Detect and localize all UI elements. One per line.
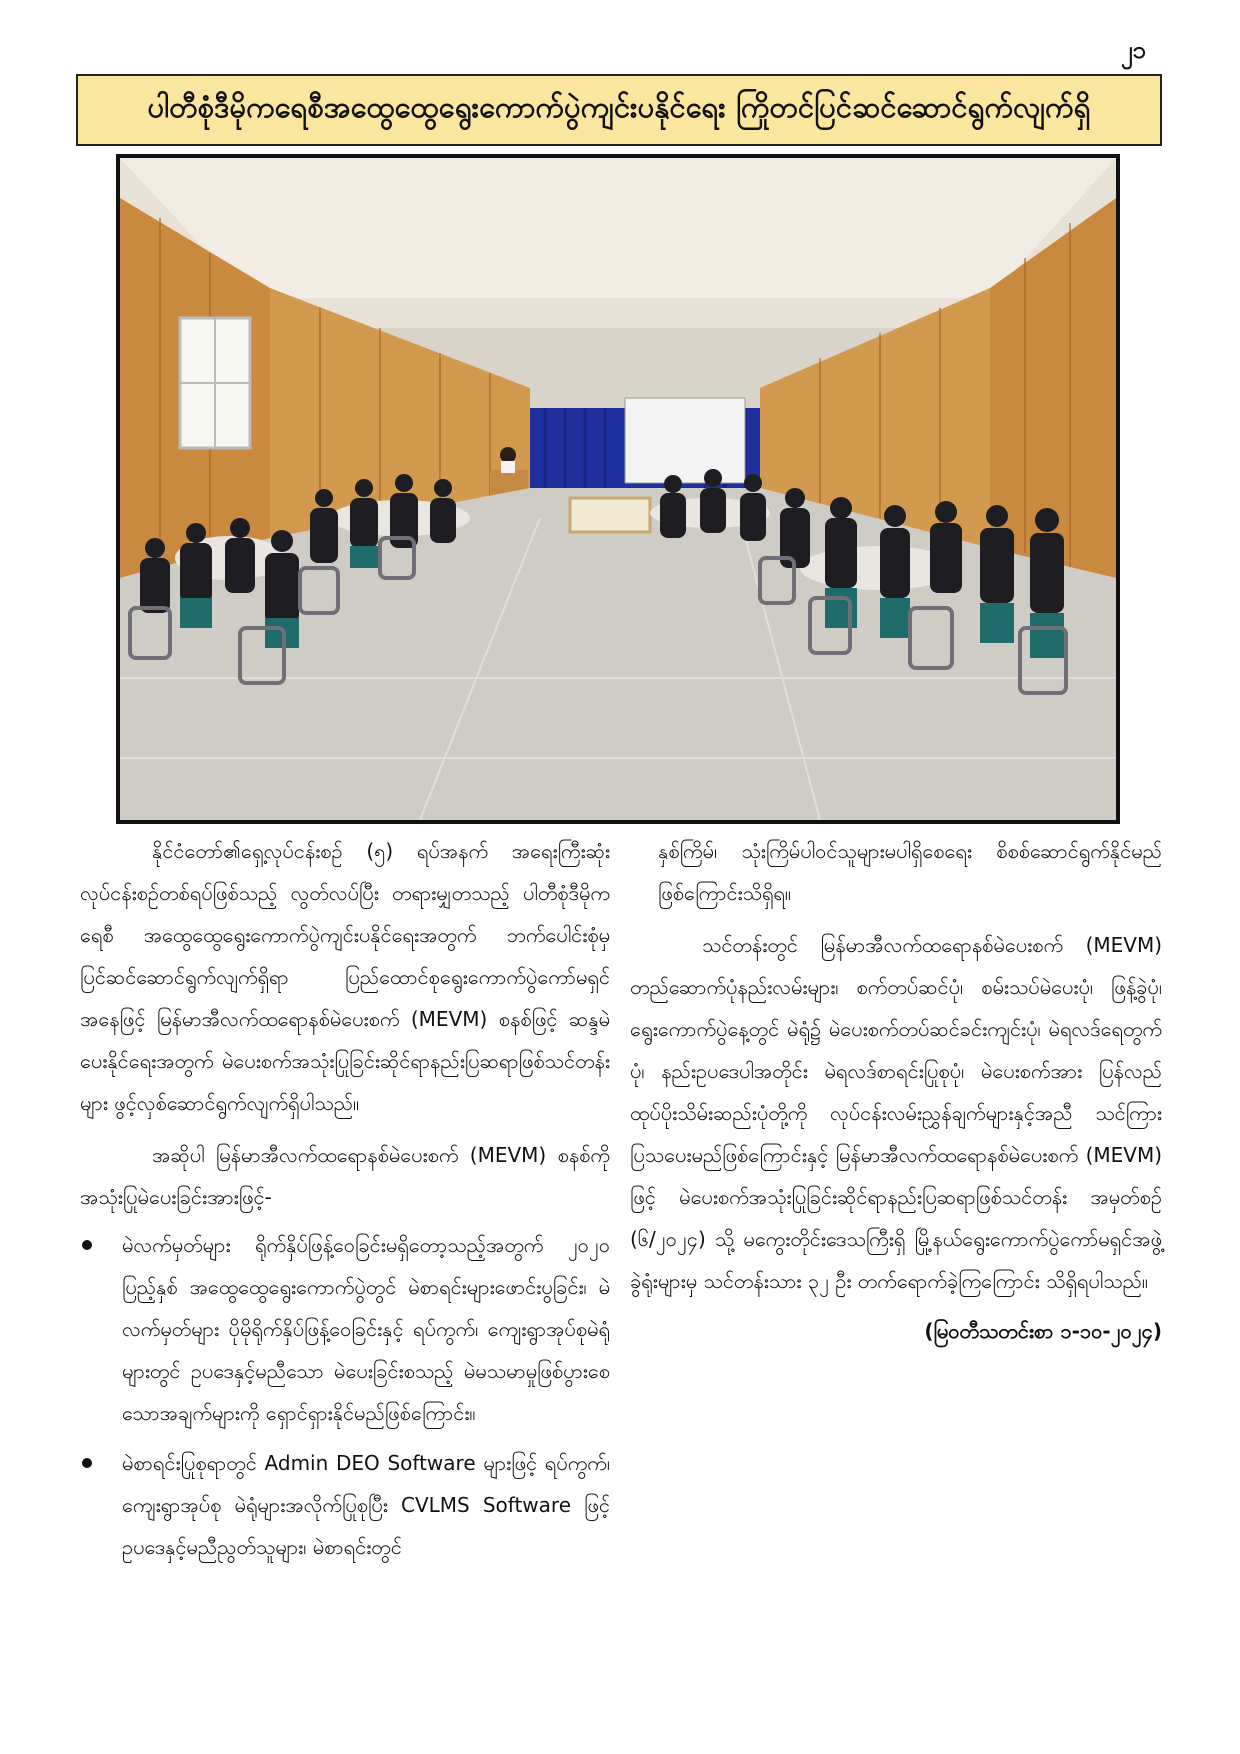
article-paragraph: နှစ်ကြိမ်၊ သုံးကြိမ်ပါဝင်သူများမပါရှိစေရေး စိစစ်ဆောင်ရွက်နိုင်မည်ဖြစ်ကြောင်းသိရှိရ။: [658, 839, 1162, 905]
article-column-right: [630, 830, 1162, 1352]
page-number: ၂၁: [1120, 36, 1146, 64]
article-paragraph: သင်တန်းတွင် မြန်မာအီလက်ထရောနစ်မဲပေးစက် (MEVM) တည်ဆောက်ပုံနည်းလမ်းများ၊ စက်တပ်ဆင်ပုံ၊ စမ်းသပ်မဲပေးပုံ၊ ဖြန့်ခွဲပုံ၊ ရွေးကောက်ပွဲနေ့တွင် မဲရုံ၌ မဲပေးစက်တပ်ဆင်ခင်းကျင်းပုံ၊ မဲရလဒ်ရေတွက်ပုံ၊ နည်းဥပဒေပါအတိုင်း မဲရလဒ်စာရင်းပြုစုပုံ၊ မဲပေးစက်အား ပြန်လည်ထုပ်ပိုးသိမ်းဆည်းပုံတို့ကို လုပ်ငန်းလမ်းညွှန်ချက်များနှင့်အညီ သင်ကြားပြသပေးမည်ဖြစ်ကြောင်းနှင့် မြန်မာအီလက်ထရောနစ်မဲပေးစက် (MEVM) ဖြင့် မဲပေးစက်အသုံးပြုခြင်းဆိုင်ရာနည်းပြဆရာဖြစ်သင်တန်း အမှတ်စဉ် (၆/၂၀၂၄) သို့ မကွေးတိုင်းဒေသကြီးရှိ မြို့နယ်ရွေးကောက်ပွဲကော်မရှင်အဖွဲ့ခွဲရုံးများမှ သင်တန်းသား ၃၂ ဦး တက်ရောက်ခဲ့ကြကြောင်း သိရှိရပါသည်။: [630, 933, 1162, 1293]
article-column-left: [80, 830, 610, 1576]
article-paragraph: နိုင်ငံတော်၏ရှေ့လုပ်ငန်းစဉ် (၅) ရပ်အနက် အရေးကြီးဆုံးလုပ်ငန်းစဉ်တစ်ရပ်ဖြစ်သည့် လွတ်လပ်ပြီး တရားမျှတသည့် ပါတီစုံဒီမိုကရေစီ အထွေထွေရွေးကောက်ပွဲကျင်းပနိုင်ရေးအတွက် ဘက်ပေါင်းစုံမှ ပြင်ဆင်ဆောင်ရွက်လျက်ရှိရာ ပြည်ထောင်စုရွေးကောက်ပွဲကော်မရှင်အနေဖြင့် မြန်မာအီလက်ထရောနစ်မဲပေးစက် (MEVM) စနစ်ဖြင့် ဆန္ဒမဲပေးနိုင်ရေးအတွက် မဲပေးစက်အသုံးပြုခြင်းဆိုင်ရာနည်းပြဆရာဖြစ်သင်တန်းများ ဖွင့်လှစ်ဆောင်ရွက်လျက်ရှိပါသည်။: [80, 839, 610, 1115]
bullet-list: [80, 1224, 610, 1568]
article-title-banner: [76, 74, 1162, 146]
article-title: ပါတီစုံဒီမိုကရေစီအထွေထွေရွေးကောက်ပွဲကျင်းပနိုင်ရေး ကြိုတင်ပြင်ဆင်ဆောင်ရွက်လျက်ရှိ: [147, 89, 1091, 124]
conference-photo: [116, 154, 1120, 824]
bullet-item: မဲစာရင်းပြုစုရာတွင် Admin DEO Software များဖြင့် ရပ်ကွက်၊ ကျေးရွာအုပ်စု မဲရုံများအလိုက်ပြုစုပြီး CVLMS Software ဖြင့် ဥပဒေနှင့်မညီညွတ်သူများ၊ မဲစာရင်းတွင်: [80, 1442, 610, 1568]
bullet-item: မဲလက်မှတ်များ ရိုက်နှိပ်ဖြန့်ဝေခြင်းမရှိတော့သည့်အတွက် ၂၀၂၀ ပြည့်နှစ် အထွေထွေရွေးကောက်ပွဲတွင် မဲစာရင်းများဖောင်းပွခြင်း၊ မဲလက်မှတ်များ ပိုမိုရိုက်နှိပ်ဖြန့်ဝေခြင်းနှင့် ရပ်ကွက်၊ ကျေးရွာအုပ်စုမဲရုံများတွင် ဥပဒေနှင့်မညီသော မဲပေးခြင်းစသည့် မဲမသမာမှုဖြစ်ပွားစေသောအချက်များကို ရှောင်ရှားနိုင်မည်ဖြစ်ကြောင်း။: [80, 1224, 610, 1434]
news-source-citation: (မြဝတီသတင်းစာ ၁-၁၀-၂၀၂၄): [924, 1319, 1162, 1343]
article-paragraph: အဆိုပါ မြန်မာအီလက်ထရောနစ်မဲပေးစက် (MEVM) စနစ်ကိုအသုံးပြုမဲပေးခြင်းအားဖြင့်-: [80, 1143, 610, 1209]
